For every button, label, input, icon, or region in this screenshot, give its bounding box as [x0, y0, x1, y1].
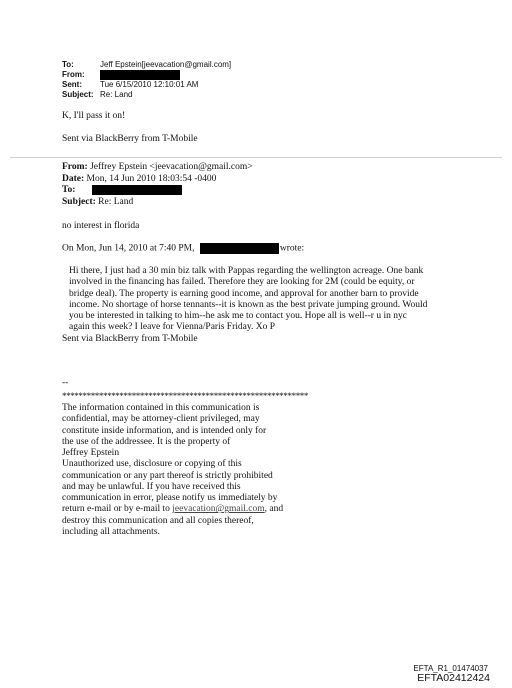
email-link[interactable]: jeevacation@gmail.com — [172, 504, 265, 515]
subject-value: Re: Land — [100, 90, 133, 99]
header-sent-row — [62, 80, 231, 90]
quote-line: bridge deal). The property is earning good income, and approval for another barn to provide — [69, 288, 419, 299]
redaction-box — [92, 185, 182, 195]
quote-line: Hi there, I just had a 30 min biz talk with Pappas regarding the wellington acreage. One bank — [69, 266, 424, 276]
fwd-from-row — [62, 162, 253, 174]
disclaimer-line: Jeffrey Epstein — [62, 448, 120, 458]
fwd-from-value: Jeffrey Epstein <jeevacation@gmail.com> — [90, 162, 253, 172]
bates-number-secondary: EFTA02412424 — [417, 672, 490, 684]
fwd-date-row — [62, 174, 253, 186]
redaction-box — [200, 243, 279, 254]
redaction-box — [100, 70, 180, 80]
forwarded-header — [62, 162, 253, 208]
sent-label: Sent: — [62, 80, 82, 89]
email-line-suffix: , and — [264, 504, 284, 515]
from-label: From: — [62, 70, 85, 79]
quote-signature: Sent via BlackBerry from T-Mobile — [62, 334, 198, 344]
email-header — [62, 60, 231, 100]
fwd-from-label: From: — [62, 162, 88, 172]
fwd-date-value: Mon, 14 Jun 2010 18:03:54 -0400 — [86, 173, 217, 184]
quote-line: you be interested in talking to him--he ask me to contact you. Hope all is well--r u in nyc — [69, 311, 407, 322]
reply-signature: Sent via BlackBerry from T-Mobile — [62, 134, 198, 144]
disclaimer-line: communication in error, please notify us immediately by — [62, 493, 278, 503]
disclaimer-line: Unauthorized use, disclosure or copying of this — [62, 459, 242, 470]
disclaimer-email-line — [62, 504, 283, 515]
quote-line: income. No shortage of horse tennants--it is known as the best private jumping ground. Would — [69, 299, 428, 310]
disclaimer-line: destroy this communication and all copies thereof, — [62, 515, 254, 526]
to-value: Jeff Epstein[jeevacation@gmail.com] — [100, 60, 232, 69]
fwd-date-label: Date: — [62, 173, 85, 184]
fwd-subject-label: Subject: — [62, 196, 96, 207]
disclaimer-line: communication or any part thereof is strictly prohibited — [62, 470, 273, 481]
fwd-subject-row — [62, 197, 253, 209]
disclaimer-line: and may be unlawful. If you have received this — [62, 481, 241, 492]
to-label: To: — [62, 60, 74, 69]
sent-value: Tue 6/15/2010 12:10:01 AM — [100, 80, 199, 89]
quote-intro-prefix: On Mon, Jun 14, 2010 at 7:40 PM, — [62, 243, 195, 254]
quote-intro-suffix: wrote: — [279, 243, 305, 254]
header-subject-row — [62, 90, 231, 100]
subject-label: Subject: — [62, 90, 94, 99]
reply-body: K, I'll pass it on! — [62, 111, 126, 121]
disclaimer-line: confidential, may be attorney-client privileged, may — [62, 414, 260, 425]
quote-intro — [62, 243, 304, 255]
quote-line: again this week? I leave for Vienna/Paris Friday. Xo P — [69, 322, 275, 333]
disclaimer-line: including all attachments. — [62, 526, 160, 537]
fwd-subject-value: Re: Land — [98, 196, 134, 207]
footer-dashes: -- — [62, 378, 69, 388]
bates-number-primary: EFTA_R1_01474037 — [413, 664, 488, 673]
disclaimer-line: The information contained in this communication is — [62, 403, 260, 413]
disclaimer-line: constitute inside information, and is intended only for — [62, 425, 267, 436]
quoted-message — [69, 266, 427, 334]
fwd-to-label: To: — [62, 185, 76, 196]
disclaimer-line: the use of the addressee. It is the property of — [62, 436, 231, 447]
quote-line: involved in the financing has failed. Therefore they are looking for 2M (could be equity, or — [69, 277, 415, 288]
header-to-row — [62, 60, 231, 70]
email-line-prefix: return e-mail or by e-mail to — [62, 504, 173, 515]
disclaimer — [62, 403, 283, 538]
forwarded-body: no interest in florida — [62, 221, 140, 231]
header-from-row — [62, 70, 231, 80]
fwd-to-row — [62, 185, 253, 197]
divider — [10, 157, 502, 158]
footer-stars: ************************************************************ — [62, 391, 309, 401]
